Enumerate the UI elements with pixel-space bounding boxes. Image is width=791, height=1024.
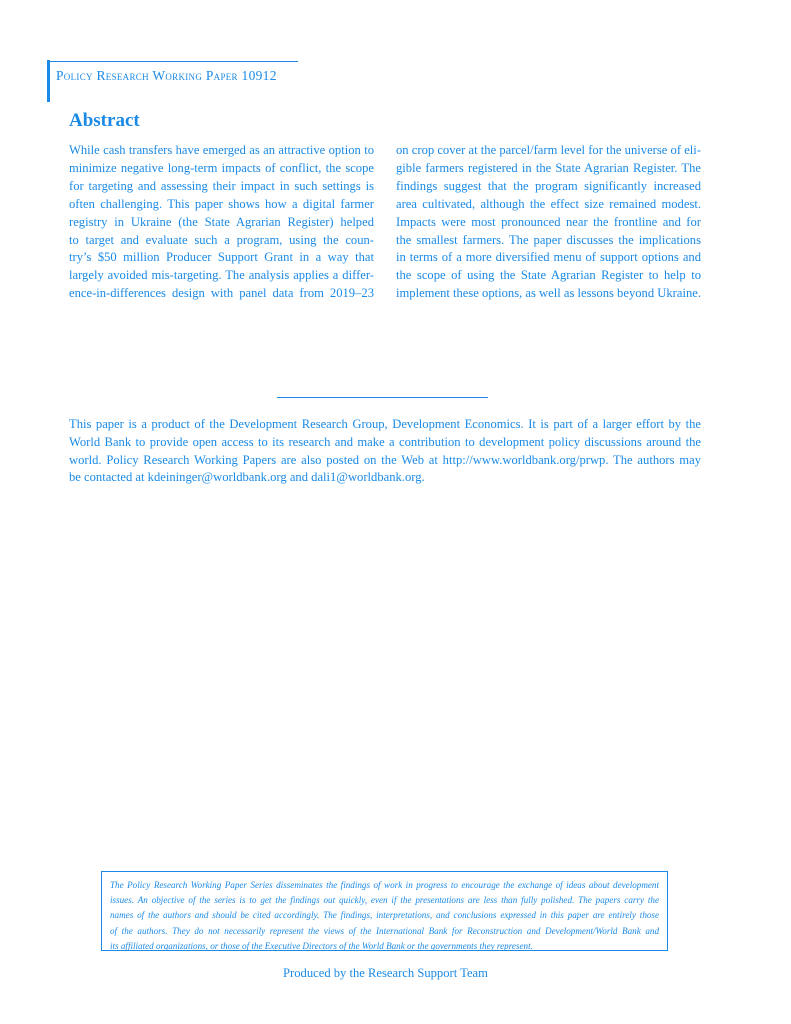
disclaimer-line: issues. An objective of the series is to get the findings out quickly, even if the presentations are less than fully polished. The papers carry the <box>110 895 659 906</box>
produced-by-credit: Produced by the Research Support Team <box>283 966 488 980</box>
header-accent-bar <box>47 60 50 102</box>
abstract-line: the smallest farmers. The paper discusses the implications <box>396 232 701 247</box>
abstract-line: minimize negative long-term impacts of conflict, the scope <box>69 160 374 175</box>
disclaimer-line: its affiliated organizations, or those of the Executive Directors of the World Bank or the governments they represent. <box>110 940 533 951</box>
abstract-line: in terms of a more diversified menu of support options and <box>396 250 701 265</box>
series-title: Policy Research Working Paper 10912 <box>56 68 277 83</box>
abstract-heading: Abstract <box>69 110 140 131</box>
section-divider <box>277 397 488 398</box>
abstract-line: the scope of using the State Agrarian Register to help to <box>396 268 701 283</box>
abstract-line: on crop cover at the parcel/farm level for the universe of eli- <box>396 143 701 157</box>
header-rule <box>50 61 298 62</box>
disclaimer-line: of the authors. They do not necessarily represent the views of the International Bank for Reconstruction and Development/World Bank and <box>110 925 659 936</box>
paper-summary <box>69 416 701 487</box>
abstract-line: While cash transfers have emerged as an attractive option to <box>69 143 374 157</box>
abstract-line: registry in Ukraine (the State Agrarian Register) helped <box>69 214 374 229</box>
abstract-line: to target and evaluate such a program, using the coun- <box>69 232 374 247</box>
summary-line: be contacted at kdeininger@worldbank.org and dali1@worldbank.org. <box>69 470 425 485</box>
disclaimer-line: The Policy Research Working Paper Series disseminates the findings of work in progress to encourage the exchange of ideas about development <box>110 880 659 890</box>
summary-line: world. Policy Research Working Papers are also posted on the Web at http://www.worldbank.org/prwp. The authors may <box>69 452 701 467</box>
abstract-column-left <box>69 142 374 303</box>
summary-line: World Bank to provide open access to its research and make a contribution to development policy discussions around the <box>69 434 701 449</box>
abstract-line: implement these options, as well as lessons beyond Ukraine. <box>396 286 701 301</box>
disclaimer-line: names of the authors and should be cited accordingly. The findings, interpretations, and conclusions expressed in this paper are entirely those <box>110 910 659 921</box>
abstract-line: Impacts were most pronounced near the frontline and for <box>396 214 701 229</box>
abstract-line: ence-in-differences design with panel data from 2019–23 <box>69 286 374 301</box>
abstract-line: largely avoided mis-targeting. The analysis applies a differ- <box>69 268 374 283</box>
abstract-line: area cultivated, although the effect size remained modest. <box>396 196 701 211</box>
abstract-column-right <box>396 142 701 303</box>
series-disclaimer-box <box>101 871 668 951</box>
summary-line: This paper is a product of the Development Research Group, Development Economics. It is part of a larger effort by the <box>69 417 701 431</box>
abstract-line: often challenging. This paper shows how a digital farmer <box>69 196 374 211</box>
abstract-line: gible farmers registered in the State Agrarian Register. The <box>396 160 701 175</box>
abstract-line: findings suggest that the program significantly increased <box>396 178 701 193</box>
abstract-line: try’s $50 million Producer Support Grant in a way that <box>69 250 374 265</box>
abstract-line: for targeting and assessing their impact in such settings is <box>69 178 374 193</box>
